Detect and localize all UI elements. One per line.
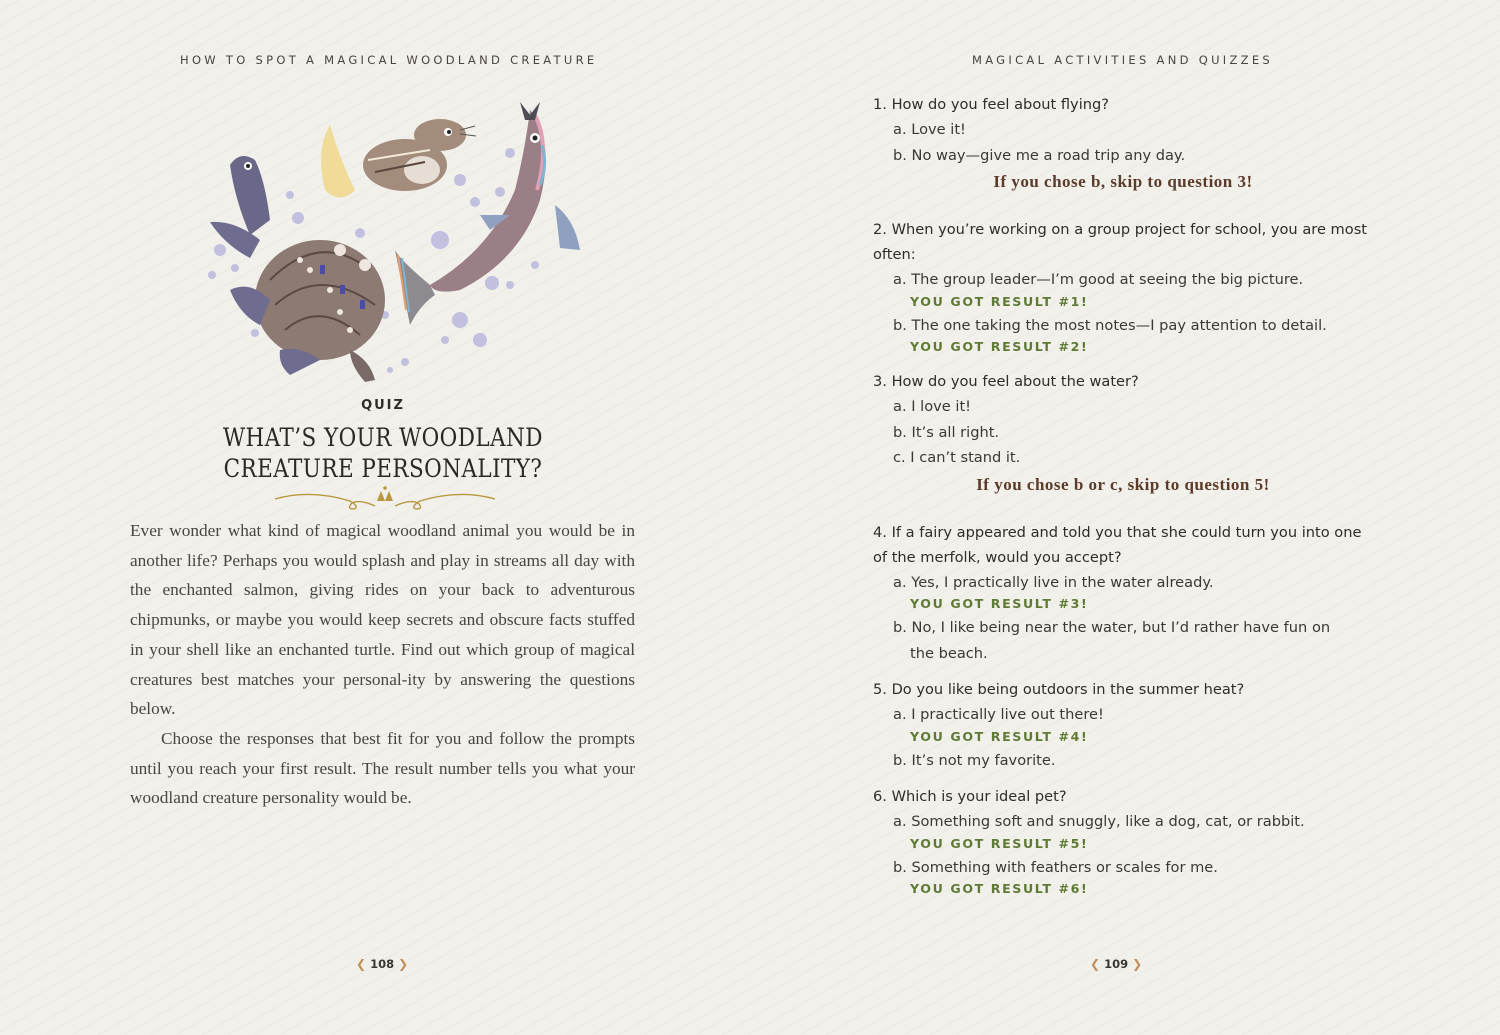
question-text: 5. Do you like being outdoors in the summer heat? bbox=[873, 681, 1245, 698]
ornament-left-icon: ❮ bbox=[356, 957, 367, 971]
skip-instruction: If you chose b, skip to question 3! bbox=[993, 172, 1253, 191]
question-5 bbox=[873, 677, 1373, 773]
question-4 bbox=[873, 520, 1373, 667]
question-text: 2. When you’re working on a group project for school, you are most often: bbox=[873, 221, 1368, 263]
result-label: YOU GOT RESULT #6! bbox=[910, 881, 1089, 896]
result-label: YOU GOT RESULT #5! bbox=[910, 835, 1089, 851]
chipmunk-icon bbox=[321, 119, 476, 198]
page-number bbox=[356, 957, 408, 971]
woodland-creatures-illustration bbox=[190, 90, 600, 390]
option: a. The group leader—I’m good at seeing the big picture. bbox=[893, 271, 1304, 288]
question-text: 3. How do you feel about the water? bbox=[873, 373, 1139, 390]
question-3 bbox=[873, 369, 1373, 499]
option: b. The one taking the most notes—I pay attention to detail. bbox=[893, 316, 1327, 334]
title-line-2: CREATURE PERSONALITY? bbox=[223, 454, 543, 483]
ornament-right-icon: ❯ bbox=[398, 957, 409, 971]
option: b. It’s not my favorite. bbox=[893, 751, 1056, 769]
question-6 bbox=[873, 784, 1373, 900]
page-title bbox=[54, 422, 713, 484]
option-text: b. No, I like being near the water, but I’d rather have fun on bbox=[893, 619, 1331, 636]
right-page bbox=[750, 0, 1500, 1035]
option: c. I can’t stand it. bbox=[893, 449, 1021, 466]
result-label: YOU GOT RESULT #1! bbox=[910, 293, 1089, 309]
question-text: 1. How do you feel about flying? bbox=[873, 96, 1110, 113]
question-text: 4. If a fairy appeared and told you that she could turn you into one of the merfolk, would you accept? bbox=[873, 523, 1362, 566]
option-text-continued: the beach. bbox=[910, 644, 988, 662]
flourish-divider-icon bbox=[270, 483, 500, 513]
quiz-label: QUIZ bbox=[361, 398, 405, 413]
intro-paragraph-2: Choose the responses that best fit for you and follow the prompts until you reach your first result. The result number tells you what your woodland creature personality would be. bbox=[130, 728, 635, 808]
option: b. No way—give me a road trip any day. bbox=[893, 146, 1186, 164]
quiz-questions bbox=[873, 92, 1373, 911]
page-number-value: 109 bbox=[1104, 957, 1129, 971]
page-number bbox=[1090, 957, 1142, 971]
option: b. It’s all right. bbox=[893, 423, 1000, 441]
skip-instruction: If you chose b or c, skip to question 5! bbox=[976, 474, 1270, 494]
ornament-left-icon: ❮ bbox=[1090, 957, 1101, 971]
ornament-right-icon: ❯ bbox=[1132, 957, 1143, 971]
running-head: MAGICAL ACTIVITIES AND QUIZZES bbox=[972, 53, 1274, 67]
option: a. Love it! bbox=[893, 121, 966, 138]
result-label: YOU GOT RESULT #4! bbox=[910, 728, 1089, 744]
option: a. Something soft and snuggly, like a dog, cat, or rabbit. bbox=[893, 813, 1305, 830]
intro-text bbox=[130, 516, 635, 813]
intro-paragraph-1: Ever wonder what kind of magical woodland animal you would be in another life? Perhaps you would splash and play in streams all day with the enchanted salmon, giving rides on your back to adventurous chipmunks, or maybe you would keep secrets and obscure facts stuffed in your shell like an enchanted turtle. Find out which group of magical creatures best matches your personal-ity by answering the questions below. bbox=[130, 521, 635, 719]
option: b. Something with feathers or scales for me. bbox=[893, 858, 1218, 876]
result-label: YOU GOT RESULT #2! bbox=[910, 339, 1089, 354]
option: a. I practically live out there! bbox=[893, 706, 1104, 723]
page-number-value: 108 bbox=[370, 957, 395, 971]
question-text: 6. Which is your ideal pet? bbox=[873, 788, 1067, 805]
option bbox=[873, 615, 1373, 666]
result-label: YOU GOT RESULT #3! bbox=[910, 596, 1089, 611]
title-line-1: WHAT’S YOUR WOODLAND bbox=[223, 423, 543, 452]
question-1 bbox=[873, 92, 1373, 196]
option: a. I love it! bbox=[893, 398, 972, 415]
running-head: HOW TO SPOT A MAGICAL WOODLAND CREATURE bbox=[180, 53, 598, 67]
question-2 bbox=[873, 217, 1373, 358]
option: a. Yes, I practically live in the water already. bbox=[893, 573, 1214, 591]
